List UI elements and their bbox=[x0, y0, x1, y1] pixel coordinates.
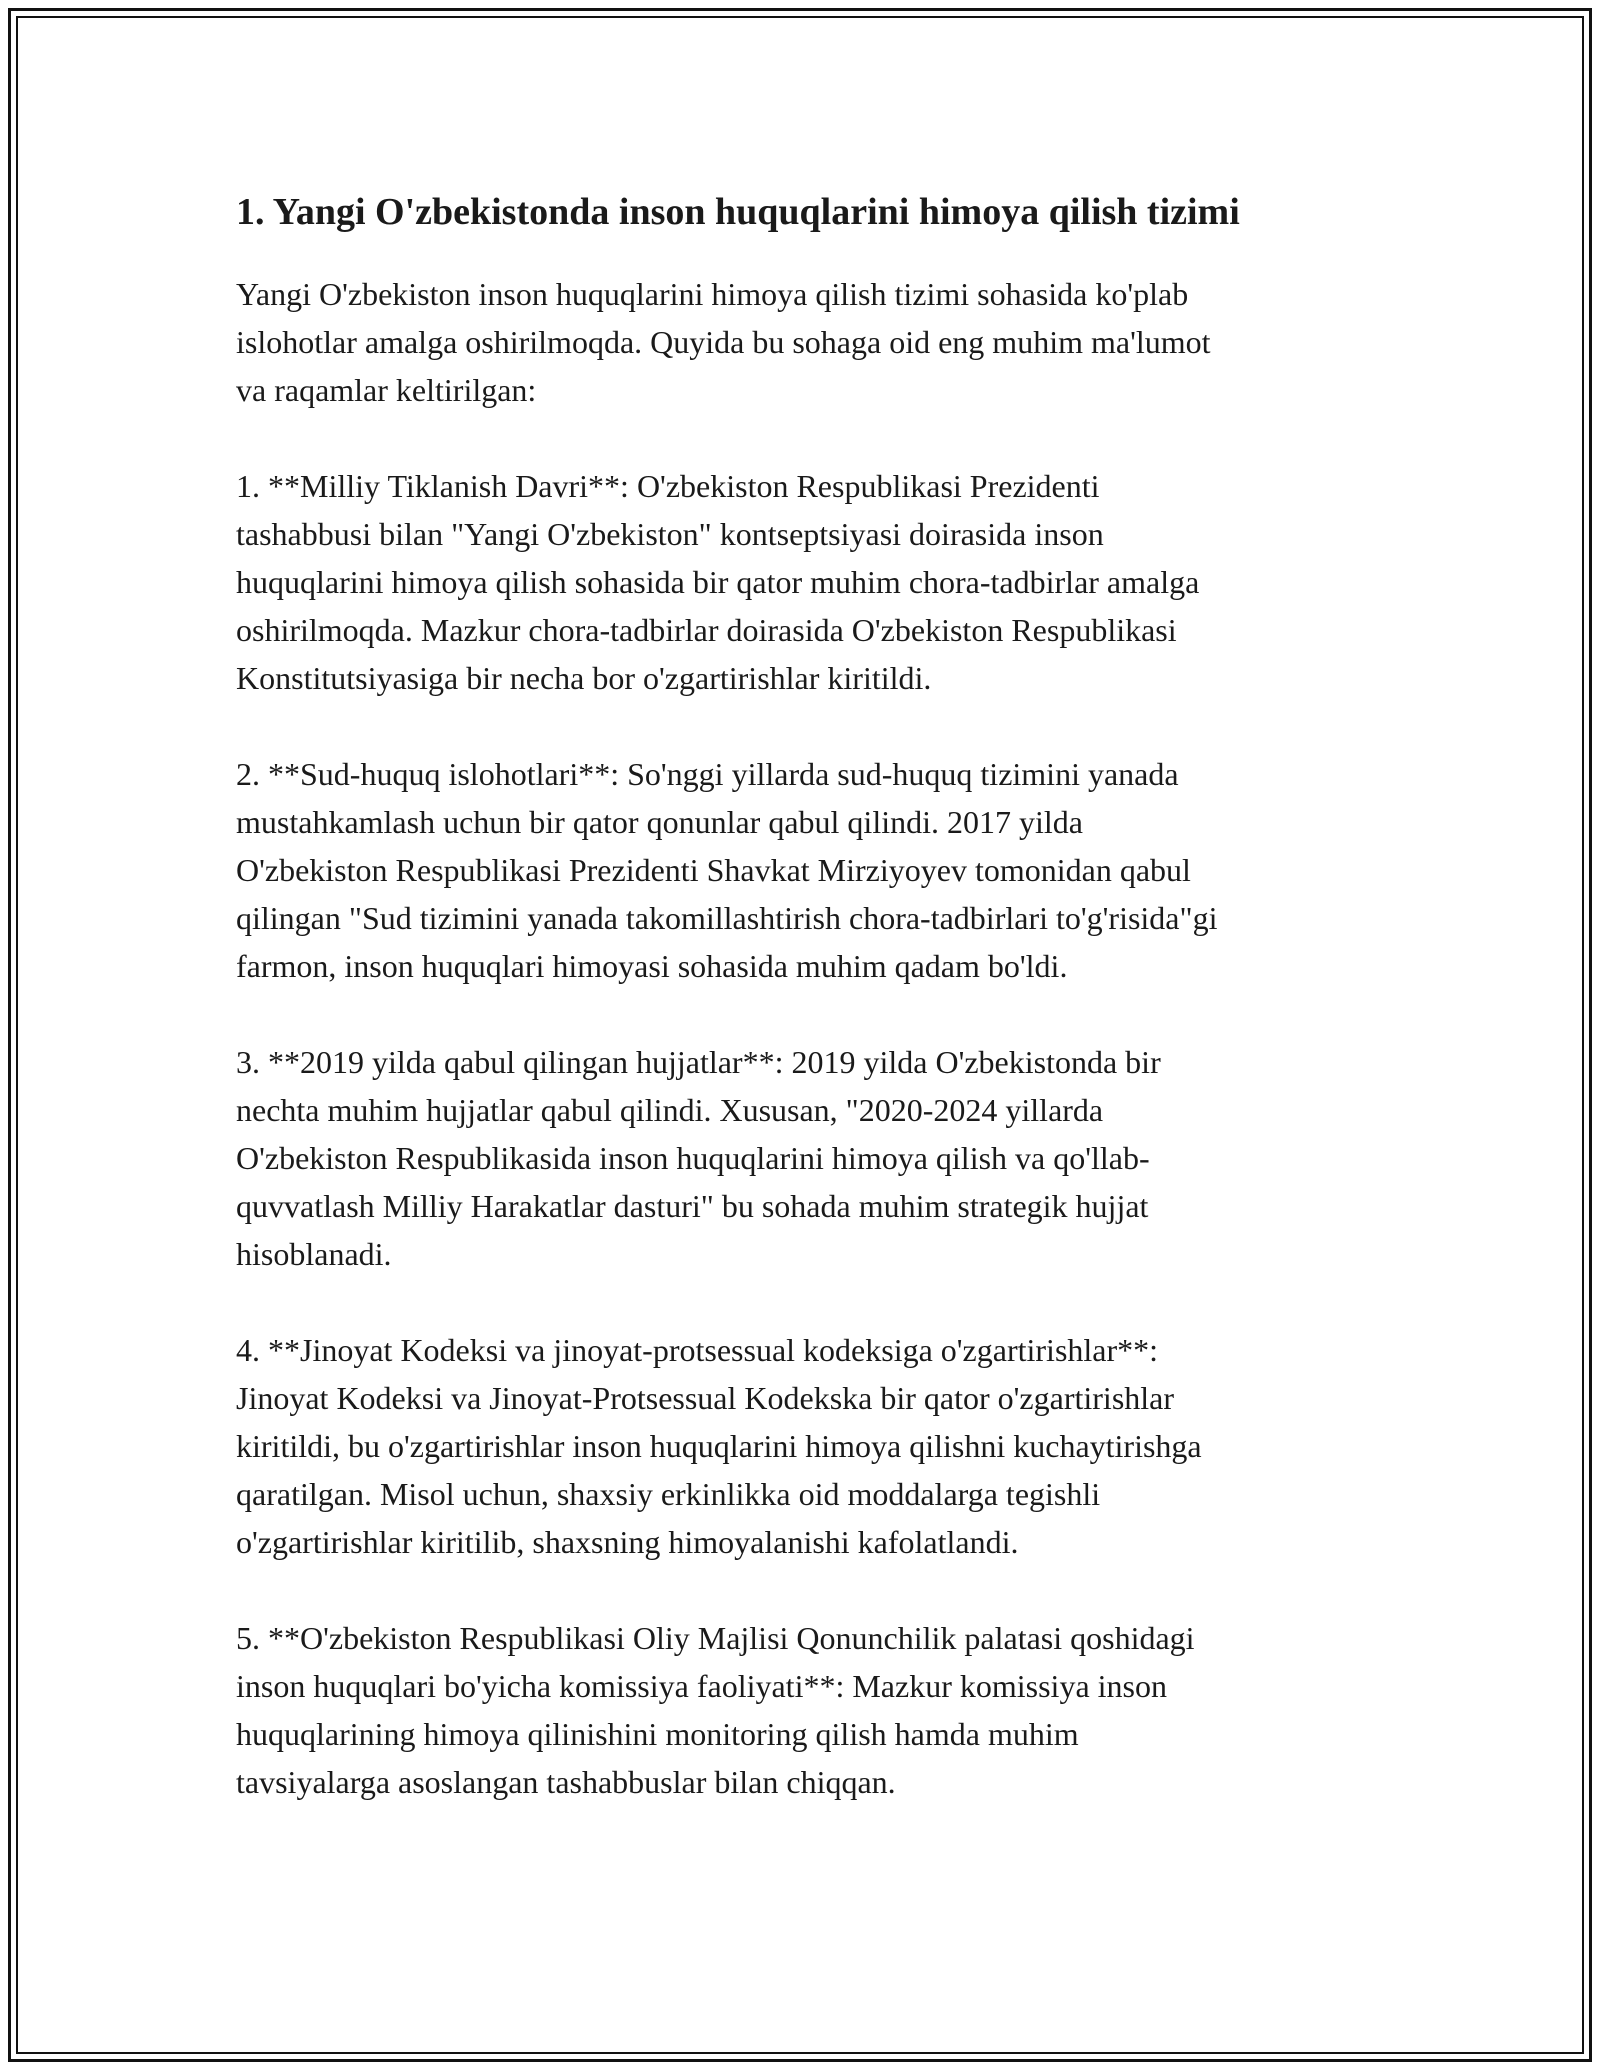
document-title: 1. Yangi O'zbekistonda inson huquqlarini himoya qilish tizimi bbox=[236, 191, 1240, 233]
list-item-4: 4. **Jinoyat Kodeksi va jinoyat-protsessual kodeksiga o'zgartirishlar**: Jinoyat Kodeksi va Jinoyat-Protsessual Kodekska bir qator o'zgartirishlar kiritildi, bu o'zgartirishlar inson huquqlarini himoya qilishni kuchaytirishga qaratilgan. Misol uchun, shaxsiy erkinlikka oid moddalarga tegishli o'zgartirishlar kiritilib, shaxsning himoyalanishi kafolatlandi. bbox=[236, 1332, 1202, 1560]
document-body bbox=[236, 186, 1366, 1806]
list-item-3: 3. **2019 yilda qabul qilingan hujjatlar**: 2019 yilda O'zbekistonda bir nechta muhim hujjatlar qabul qilindi. Xususan, "2020-2024 yillarda O'zbekiston Respublikasida inson huquqlarini himoya qilish va qo'llab- quvvatlash Milliy Harakatlar dasturi" bu sohada muhim strategik hujjat hisoblanadi. bbox=[236, 1044, 1161, 1272]
list-item-5: 5. **O'zbekiston Respublikasi Oliy Majlisi Qonunchilik palatasi qoshidagi inson huquqlari bo'yicha komissiya faoliyati**: Mazkur komissiya inson huquqlarining himoya qilinishini monitoring qilish hamda muhim tavsiyalarga asoslangan tashabbuslar bilan chiqqan. bbox=[236, 1620, 1195, 1800]
intro-paragraph: Yangi O'zbekiston inson huquqlarini himoya qilish tizimi sohasida ko'plab islohotlar amalga oshirilmoqda. Quyida bu sohaga oid eng muhim ma'lumot va raqamlar keltirilgan: bbox=[236, 276, 1211, 408]
list-item-1: 1. **Milliy Tiklanish Davri**: O'zbekiston Respublikasi Prezidenti tashabbusi bilan "Yangi O'zbekiston" kontseptsiyasi doirasida inson huquqlarini himoya qilish sohasida bir qator muhim chora-tadbirlar amalga oshirilmoqda. Mazkur chora-tadbirlar doirasida O'zbekiston Respublikasi Konstitutsiyasiga bir necha bor o'zgartirishlar kiritildi. bbox=[236, 468, 1200, 696]
list-item-2: 2. **Sud-huquq islohotlari**: So'nggi yillarda sud-huquq tizimini yanada mustahkamlash uchun bir qator qonunlar qabul qilindi. 2017 yilda O'zbekiston Respublikasi Prezidenti Shavkat Mirziyoyev tomonidan qabul qilingan "Sud tizimini yanada takomillashtirish chora-tadbirlari to'g'risida"gi farmon, inson huquqlari himoyasi sohasida muhim qadam bo'ldi. bbox=[236, 756, 1218, 984]
